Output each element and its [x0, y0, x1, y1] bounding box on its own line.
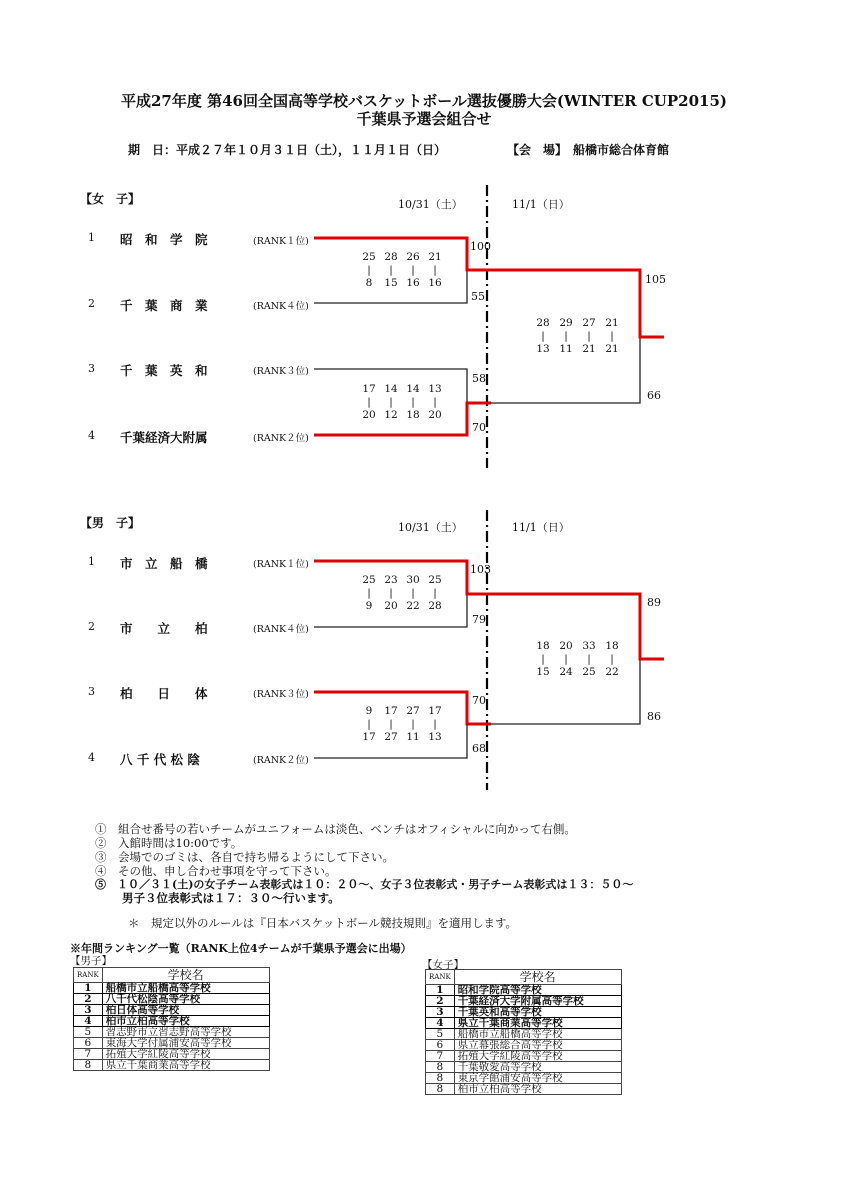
q-top: 27	[406, 705, 420, 717]
men-day1: 10/31（土）	[398, 521, 463, 534]
q-sep: |	[433, 396, 437, 408]
q-top: 25	[362, 251, 376, 263]
table-row: 8 東京学館浦安高等学校	[426, 1073, 622, 1084]
q-bottom: 16	[406, 277, 420, 289]
q-top: 29	[559, 317, 573, 329]
team-name: 市 立 柏	[120, 621, 208, 636]
seed-number: 3	[88, 362, 95, 375]
table-row: 1 昭和学院高等学校	[426, 985, 622, 996]
q-top: 18	[605, 640, 619, 652]
table-row: 2 八千代松陰高等学校	[74, 994, 270, 1005]
q-top: 17	[362, 383, 376, 395]
q-sep: |	[587, 653, 591, 665]
seed-number: 4	[88, 429, 95, 442]
note-5-line1: ⑤ １０／３１(土)の女子チーム表彰式は１０：２０～、女子３位表彰式・男子チーム表彰式は１３：５０～	[95, 878, 634, 891]
women-day1: 10/31（土）	[398, 198, 463, 211]
q-bottom: 20	[384, 600, 398, 612]
page-title: 平成27年度 第46回全国高等学校バスケットボール選抜優勝大会(WINTER CUP2015)	[120, 92, 728, 110]
team-rank: (RANK２位)	[253, 755, 309, 766]
col-school: 学校名	[102, 968, 269, 983]
score-w-final-bottom: 66	[647, 389, 661, 402]
q-bottom: 16	[428, 277, 442, 289]
q-top: 17	[428, 705, 442, 717]
seed-number: 1	[88, 555, 95, 568]
score-m-sf2-top: 70	[472, 694, 486, 707]
q-sep: |	[564, 330, 568, 342]
ranking-women-table	[425, 969, 622, 1095]
q-top: 21	[428, 251, 442, 263]
q-bottom: 22	[406, 600, 420, 612]
q-top: 21	[605, 317, 619, 329]
q-bottom: 13	[428, 731, 442, 743]
q-top: 27	[582, 317, 596, 329]
q-top: 18	[536, 640, 550, 652]
q-sep: |	[433, 718, 437, 730]
table-row: 8 千葉敬愛高等学校	[426, 1062, 622, 1073]
team-rank: (RANK４位)	[253, 624, 309, 635]
q-sep: |	[433, 264, 437, 276]
table-row: 7 拓殖大学紅陵高等学校	[426, 1051, 622, 1062]
q-sep: |	[411, 587, 415, 599]
team-name: 柏 日 体	[120, 686, 208, 701]
q-top: 20	[559, 640, 573, 652]
men-day2: 11/1（日）	[512, 521, 570, 534]
q-sep: |	[389, 396, 393, 408]
note-4: ④ その他、申し合わせ事項を守って下さい。	[95, 864, 337, 878]
q-bottom: 21	[582, 343, 596, 355]
team-rank: (RANK４位)	[253, 301, 309, 312]
team-name: 千 葉 商 業	[120, 298, 208, 313]
score-m-sf2-bottom: 68	[472, 742, 486, 755]
q-bottom: 13	[536, 343, 550, 355]
q-bottom: 22	[605, 666, 619, 678]
q-bottom: 27	[384, 731, 398, 743]
team-name: 八 千 代 松 陰	[120, 752, 200, 767]
q-top: 25	[428, 574, 442, 586]
note-5	[95, 878, 633, 892]
q-bottom: 20	[362, 409, 376, 421]
team-rank: (RANK３位)	[253, 689, 309, 700]
q-bottom: 25	[582, 666, 596, 678]
q-bottom: 20	[428, 409, 442, 421]
score-w-sf1-top: 100	[470, 240, 491, 253]
q-bottom: 17	[362, 731, 376, 743]
q-top: 17	[384, 705, 398, 717]
table-row: 4 県立千葉商業高等学校	[426, 1018, 622, 1029]
team-rank: (RANK１位)	[253, 236, 309, 247]
q-top: 23	[384, 574, 398, 586]
q-sep: |	[610, 653, 614, 665]
team-rank: (RANK３位)	[253, 366, 309, 377]
rule-note: ＊ 規定以外のルールは『日本バスケットボール競技規則』を適用します。	[128, 916, 518, 930]
table-row: 7 拓殖大学紅陵高等学校	[74, 1049, 270, 1060]
q-sep: |	[389, 587, 393, 599]
team-name: 市 立 船 橋	[120, 556, 208, 571]
table-row: 6 県立幕張総合高等学校	[426, 1040, 622, 1051]
q-bottom: 18	[406, 409, 420, 421]
q-sep: |	[541, 653, 545, 665]
team-rank: (RANK２位)	[253, 433, 309, 444]
note-2: ② 入館時間は10:00です。	[95, 836, 243, 850]
ranking-men-label: 【男子】	[70, 955, 112, 967]
score-w-sf2-bottom: 70	[472, 421, 486, 434]
note-1: ① 組合せ番号の若いチームがユニフォームは淡色、ベンチはオフィシャルに向かって右側。	[95, 822, 576, 836]
ranking-men-table	[73, 967, 270, 1071]
seed-number: 3	[88, 685, 95, 698]
note-5-cont	[122, 891, 340, 905]
q-sep: |	[367, 718, 371, 730]
q-bottom: 9	[365, 600, 373, 612]
q-top: 14	[406, 383, 420, 395]
table-row: 8 柏市立柏高等学校	[426, 1084, 622, 1095]
q-top: 30	[406, 574, 420, 586]
q-sep: |	[367, 396, 371, 408]
note-3: ③ 会場でのゴミは、各自で持ち帰るようにして下さい。	[95, 850, 394, 864]
seed-number: 4	[88, 751, 95, 764]
seed-number: 2	[88, 620, 95, 633]
q-top: 25	[362, 574, 376, 586]
q-sep: |	[541, 330, 545, 342]
team-name: 千葉経済大附属	[120, 430, 208, 445]
table-row: 5 習志野市立習志野高等学校	[74, 1027, 270, 1038]
q-sep: |	[367, 587, 371, 599]
q-sep: |	[411, 264, 415, 276]
ranking-title: ※年間ランキング一覧（RANK上位4チームが千葉県予選会に出場）	[70, 942, 412, 955]
score-m-final-top: 89	[647, 596, 661, 609]
q-sep: |	[411, 396, 415, 408]
table-row: 3 千葉英和高等学校	[426, 1007, 622, 1018]
q-sep: |	[389, 264, 393, 276]
q-sep: |	[610, 330, 614, 342]
col-rank: RANK	[426, 970, 455, 985]
q-sep: |	[564, 653, 568, 665]
q-top: 9	[365, 705, 373, 717]
seed-number: 2	[88, 297, 95, 310]
team-rank: (RANK１位)	[253, 559, 309, 570]
q-sep: |	[433, 587, 437, 599]
q-sep: |	[587, 330, 591, 342]
q-bottom: 8	[365, 277, 373, 289]
score-w-sf2-top: 58	[472, 372, 486, 385]
col-school: 学校名	[454, 970, 621, 985]
schedule-venue: 【会 場】 船橋市総合体育館	[507, 143, 670, 157]
q-top: 28	[384, 251, 398, 263]
q-bottom: 15	[384, 277, 398, 289]
table-row: 5 船橋市立船橋高等学校	[426, 1029, 622, 1040]
q-bottom: 15	[536, 666, 550, 678]
seed-number: 1	[88, 231, 95, 244]
q-sep: |	[411, 718, 415, 730]
q-top: 26	[406, 251, 420, 263]
note-5-line2: 男子３位表彰式は１７：３０～行います。	[122, 891, 340, 905]
table-row: 1 船橋市立船橋高等学校	[74, 983, 270, 994]
score-m-sf1-bottom: 79	[472, 613, 486, 626]
women-section-title: 【女 子】	[80, 192, 141, 206]
score-m-sf1-top: 103	[470, 563, 491, 576]
score-m-final-bottom: 86	[647, 710, 661, 723]
q-bottom: 11	[559, 343, 573, 355]
q-bottom: 21	[605, 343, 619, 355]
q-bottom: 28	[428, 600, 442, 612]
table-row: 3 柏日体高等学校	[74, 1005, 270, 1016]
score-w-sf1-bottom: 55	[471, 290, 485, 303]
schedule-date: 期 日：平成２７年１０月３１日（土），１１月１日（日）	[128, 143, 447, 157]
ranking-women-label: 【女子】	[422, 959, 464, 971]
q-top: 14	[384, 383, 398, 395]
q-sep: |	[367, 264, 371, 276]
q-bottom: 12	[384, 409, 398, 421]
q-top: 33	[582, 640, 596, 652]
q-bottom: 11	[406, 731, 420, 743]
table-row: 8 県立千葉商業高等学校	[74, 1060, 270, 1071]
q-sep: |	[389, 718, 393, 730]
men-section-title: 【男 子】	[80, 516, 141, 530]
page-subtitle: 千葉県予選会組合せ	[356, 110, 492, 128]
table-row: 2 千葉経済大学附属高等学校	[426, 996, 622, 1007]
table-row: 6 東海大学付属浦安高等学校	[74, 1038, 270, 1049]
table-row: 4 柏市立柏高等学校	[74, 1016, 270, 1027]
women-day2: 11/1（日）	[512, 198, 570, 211]
q-top: 28	[536, 317, 550, 329]
team-name: 昭 和 学 院	[120, 232, 208, 247]
team-name: 千 葉 英 和	[120, 363, 208, 378]
score-w-final-top: 105	[645, 273, 666, 286]
q-bottom: 24	[559, 666, 573, 678]
q-top: 13	[428, 383, 442, 395]
col-rank: RANK	[74, 968, 103, 983]
